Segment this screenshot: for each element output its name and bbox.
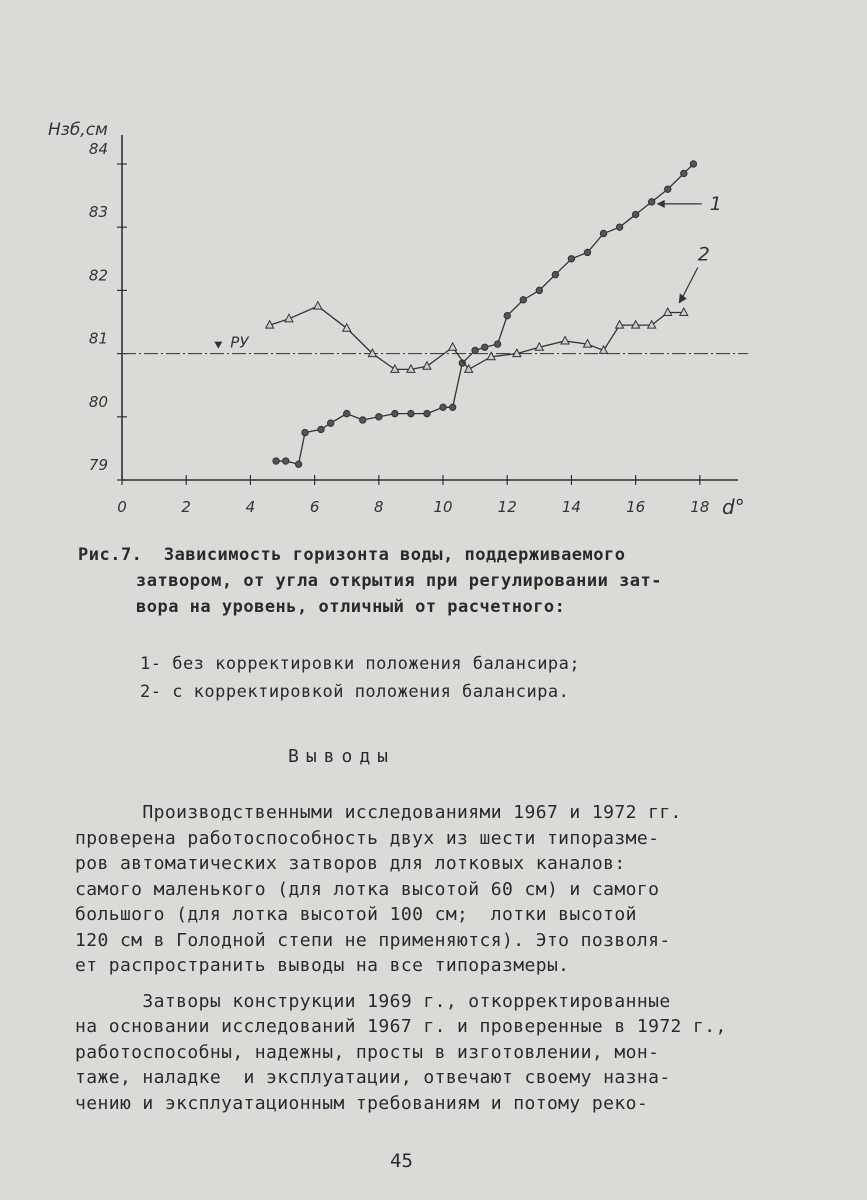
data-point-circle: [408, 410, 414, 416]
y-tick-label: 84: [88, 139, 108, 158]
series-1-arrow-icon: [657, 200, 665, 208]
data-point-triangle: [449, 343, 457, 351]
text-line: ет распространить выводы на все типоразмеры.: [75, 955, 570, 976]
text-line: Затворы конструкции 1969 г., откорректированные: [75, 990, 671, 1012]
data-point-circle: [600, 230, 606, 236]
x-tick-label: 10: [433, 498, 453, 516]
data-point-circle: [449, 404, 455, 410]
data-point-circle: [482, 344, 488, 350]
caption-line: вора на уровень, отличный от расчетного:: [136, 597, 566, 617]
series-line: [276, 164, 693, 464]
data-point-triangle: [616, 321, 624, 329]
data-point-circle: [632, 211, 638, 217]
data-point-circle: [440, 404, 446, 410]
x-tick-label: 16: [626, 498, 646, 516]
data-point-circle: [494, 341, 500, 347]
data-point-circle: [504, 312, 510, 318]
data-point-triangle: [632, 321, 640, 329]
data-point-circle: [584, 249, 590, 255]
y-tick-label: 83: [88, 203, 108, 222]
data-point-triangle: [648, 321, 656, 329]
legend-item-1: 1- без корректировки положения балансира;: [140, 654, 581, 674]
text-line: самого маленького (для лотка высотой 60 см) и самого: [75, 878, 660, 900]
data-point-circle: [376, 414, 382, 420]
text-line: Производственными исследованиями 1967 и 1972 гг.: [75, 802, 682, 823]
text-line: проверена работоспособность двух из шести типоразме-: [75, 827, 660, 849]
caption-line: затвором, от угла открытия при регулировании зат-: [136, 571, 663, 591]
data-point-triangle: [680, 308, 688, 316]
y-tick-label: 82: [88, 266, 108, 285]
data-point-triangle: [664, 308, 672, 316]
series-1-label: 1: [709, 192, 722, 215]
figure-legend: [140, 650, 580, 706]
data-point-circle: [327, 420, 333, 426]
text-line: работоспособны, надежны, просты в изготовлении, мон-: [75, 1041, 660, 1063]
data-point-circle: [536, 287, 542, 293]
data-point-circle: [360, 417, 366, 423]
data-point-circle: [520, 297, 526, 303]
data-point-circle: [302, 429, 308, 435]
y-tick-label: 81: [88, 329, 108, 348]
data-point-circle: [273, 458, 279, 464]
page-number: 45: [390, 1150, 413, 1172]
section-heading: Выводы: [288, 746, 396, 767]
text-line: ров автоматических затворов для лотковых каналов:: [75, 853, 626, 874]
x-tick-label: 6: [309, 498, 320, 516]
x-tick-label: 14: [561, 498, 581, 516]
y-tick-label: 79: [88, 456, 108, 474]
data-point-circle: [616, 224, 622, 230]
y-axis-label: Hзб,см: [48, 120, 108, 140]
data-point-triangle: [561, 336, 569, 344]
data-point-circle: [318, 426, 324, 432]
data-point-triangle: [391, 365, 399, 373]
text-line: большого (для лотка высотой 100 см; лотки высотой: [75, 904, 637, 925]
data-point-circle: [681, 170, 687, 176]
x-tick-label: 18: [690, 498, 710, 516]
data-point-triangle: [423, 362, 431, 370]
text-line: 120 см в Голодной степи не применяются). Это позволя-: [75, 929, 671, 951]
data-point-circle: [392, 410, 398, 416]
series-line: [270, 306, 684, 369]
series-2-label: 2: [697, 243, 710, 266]
data-point-circle: [344, 410, 350, 416]
text-line: на основании исследований 1967 г. и проверенные в 1972 г.,: [75, 1016, 727, 1037]
x-tick-label: 2: [181, 498, 191, 516]
data-point-triangle: [314, 302, 322, 310]
data-point-circle: [665, 186, 671, 192]
x-tick-label: 12: [497, 498, 517, 516]
series-2-arrow-icon: [679, 294, 687, 304]
figure-7-chart: [30, 110, 770, 530]
y-tick-label: 80: [88, 392, 108, 411]
x-tick-label: 0: [117, 498, 127, 516]
text-line: таже, наладке и эксплуатации, отвечают своему назна-: [75, 1067, 671, 1088]
x-tick-label: 8: [374, 498, 384, 516]
reference-line-group: [122, 334, 748, 354]
conclusions-text: [75, 800, 855, 1116]
data-point-circle: [648, 199, 654, 205]
data-point-circle: [472, 347, 478, 353]
caption-line: Рис.7. Зависимость горизонта воды, поддерживаемого: [78, 545, 626, 565]
figure-caption: [78, 542, 778, 620]
reference-line-label: РУ: [230, 333, 249, 352]
data-point-circle: [690, 161, 696, 167]
data-point-circle: [283, 458, 289, 464]
x-axis-label: d°: [722, 495, 745, 519]
data-point-circle: [568, 256, 574, 262]
x-tick-label: 4: [245, 498, 256, 516]
data-point-triangle: [343, 324, 351, 332]
legend-item-2: 2- с корректировкой положения балансира.: [140, 682, 570, 702]
text-line: чению и эксплуатационным требованиям и потому реко-: [75, 1092, 649, 1114]
data-point-circle: [552, 271, 558, 277]
data-point-circle: [424, 410, 430, 416]
series-1: [273, 161, 722, 468]
data-point-circle: [295, 461, 301, 467]
reference-arrow-icon: [214, 342, 222, 349]
